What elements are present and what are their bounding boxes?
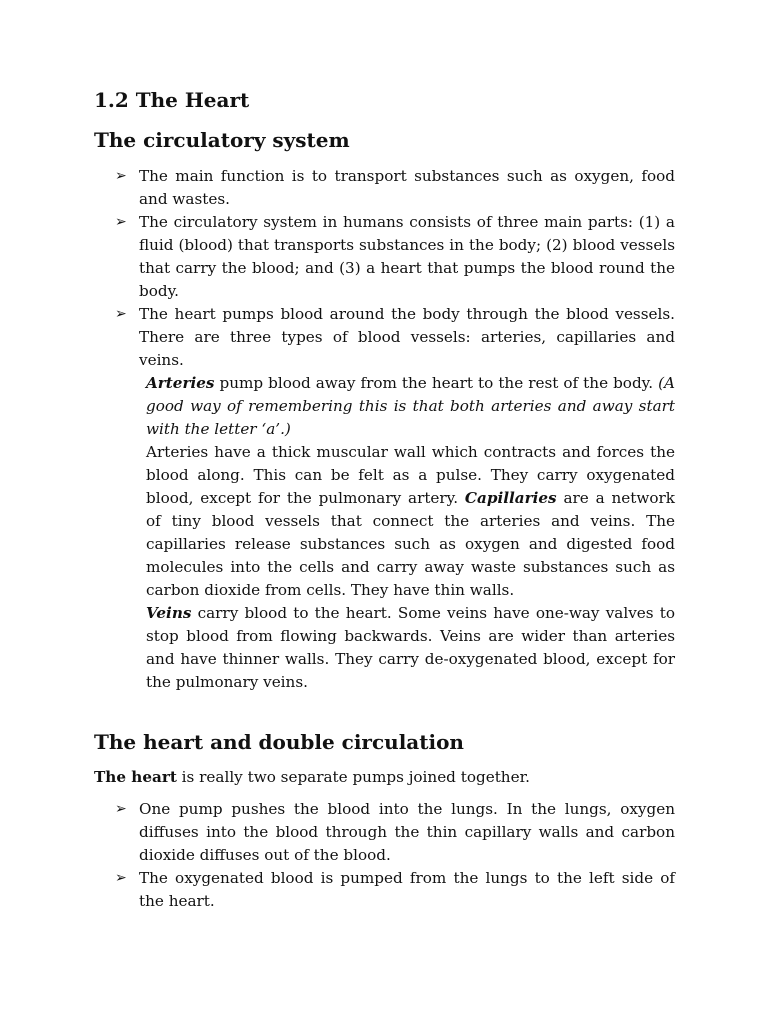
circulatory-bullet-list [115, 165, 675, 372]
blood-vessel-details [146, 372, 675, 694]
heart-intro [94, 766, 530, 789]
arrow-bullet-icon: ➢ [115, 870, 127, 886]
capillaries-text: are a network of tiny blood vessels that connect the arteries and veins. The capillaries release substances such as oxygen and digested food molecules into the cells and carry away waste substances such as carbon dioxide from cells. They have thin walls. [146, 489, 675, 599]
section-title: 1.2 The Heart [94, 88, 250, 112]
arrow-bullet-icon: ➢ [115, 168, 127, 184]
arteries-capillaries-paragraph [146, 441, 675, 602]
arrow-bullet-icon: ➢ [115, 306, 127, 322]
capillaries-term: Capillaries [464, 489, 557, 507]
arteries-text: pump blood away from the heart to the rest of the body. [214, 374, 659, 392]
list-item [115, 211, 675, 303]
list-item [115, 867, 675, 913]
double-circulation-bullet-list [115, 798, 675, 913]
arrow-bullet-icon: ➢ [115, 801, 127, 817]
bullet-text: The circulatory system in humans consists of three main parts: (1) a fluid (blood) that transports substances in the body; (2) blood vessels that carry the blood; and (3) a heart that pumps the blood round the body. [139, 213, 675, 300]
list-item [115, 165, 675, 211]
circulatory-system-heading: The circulatory system [94, 128, 350, 152]
heart-intro-term: The heart [94, 768, 177, 786]
heart-intro-text: is really two separate pumps joined together. [176, 768, 530, 786]
bullet-text: The main function is to transport substances such as oxygen, food and wastes. [139, 167, 675, 208]
veins-paragraph [146, 602, 675, 694]
bullet-text: The heart pumps blood around the body through the blood vessels. There are three types of blood vessels: arteries, capillaries and veins. [139, 305, 675, 369]
list-item [115, 303, 675, 372]
arteries-term: Arteries [146, 374, 215, 392]
arteries-detail: Arteries have a thick muscular wall which contracts and forces the blood along. This can be felt as a pulse. They carry oxygenated blood, except for the pulmonary artery. [146, 443, 675, 507]
list-item [115, 798, 675, 867]
bullet-text: One pump pushes the blood into the lungs. In the lungs, oxygen diffuses into the blood through the thin capillary walls and carbon dioxide diffuses out of the blood. [139, 800, 675, 864]
double-circulation-heading: The heart and double circulation [94, 730, 464, 754]
arrow-bullet-icon: ➢ [115, 214, 127, 230]
arteries-mnemonic: (A good way of remembering this is that both arteries and away start with the letter ‘a’.) [146, 374, 675, 438]
veins-term: Veins [146, 604, 192, 622]
veins-text: carry blood to the heart. Some veins have one-way valves to stop blood from flowing backwards. Veins are wider than arteries and have thinner walls. They carry de-oxygenated blood, except for the pulmonary veins. [146, 604, 675, 691]
bullet-text: The oxygenated blood is pumped from the lungs to the left side of the heart. [139, 869, 675, 910]
arteries-paragraph [146, 372, 675, 441]
